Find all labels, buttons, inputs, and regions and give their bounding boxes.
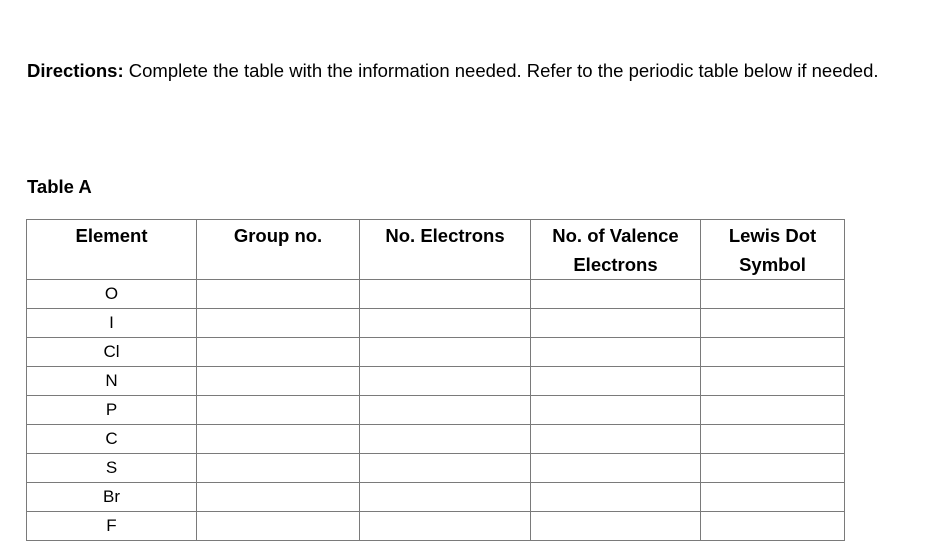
- element-cell: C: [27, 425, 197, 454]
- electrons-cell: [360, 338, 531, 367]
- table-row: [27, 454, 845, 483]
- group-no-cell: [197, 425, 360, 454]
- electrons-cell: [360, 512, 531, 541]
- lewis-dot-cell: [701, 425, 845, 454]
- lewis-dot-cell: [701, 483, 845, 512]
- directions-text: [27, 56, 922, 86]
- table-row: [27, 512, 845, 541]
- table-title: Table A: [27, 176, 92, 197]
- valence-electrons-cell: [531, 367, 701, 396]
- electrons-cell: [360, 280, 531, 309]
- element-cell: N: [27, 367, 197, 396]
- electrons-cell: [360, 425, 531, 454]
- table-row: [27, 483, 845, 512]
- lewis-dot-cell: [701, 454, 845, 483]
- valence-electrons-cell: [531, 454, 701, 483]
- group-no-cell: [197, 454, 360, 483]
- group-no-cell: [197, 512, 360, 541]
- group-no-cell: [197, 367, 360, 396]
- column-header-valence-electrons: No. of Valence Electrons: [531, 220, 701, 280]
- group-no-cell: [197, 280, 360, 309]
- table-row: [27, 280, 845, 309]
- element-cell: S: [27, 454, 197, 483]
- valence-electrons-cell: [531, 309, 701, 338]
- column-header-group-no: Group no.: [197, 220, 360, 280]
- table-row: [27, 425, 845, 454]
- electrons-cell: [360, 309, 531, 338]
- table-row: [27, 367, 845, 396]
- directions-body: Complete the table with the information needed. Refer to the periodic table below if needed.: [123, 60, 879, 81]
- column-header-element: Element: [27, 220, 197, 280]
- electrons-cell: [360, 367, 531, 396]
- element-cell: Br: [27, 483, 197, 512]
- header-row: [27, 220, 845, 280]
- table-body: [27, 280, 845, 541]
- valence-electrons-cell: [531, 338, 701, 367]
- lewis-dot-cell: [701, 367, 845, 396]
- table-row: [27, 396, 845, 425]
- element-cell: Cl: [27, 338, 197, 367]
- valence-electrons-cell: [531, 512, 701, 541]
- element-cell: O: [27, 280, 197, 309]
- column-header-lewis-dot-symbol: Lewis Dot Symbol: [701, 220, 845, 280]
- valence-electrons-cell: [531, 280, 701, 309]
- electrons-cell: [360, 483, 531, 512]
- lewis-dot-cell: [701, 512, 845, 541]
- electrons-cell: [360, 396, 531, 425]
- element-cell: F: [27, 512, 197, 541]
- table-row: [27, 338, 845, 367]
- valence-electrons-cell: [531, 396, 701, 425]
- group-no-cell: [197, 309, 360, 338]
- valence-electrons-cell: [531, 483, 701, 512]
- group-no-cell: [197, 396, 360, 425]
- valence-electrons-cell: [531, 425, 701, 454]
- lewis-dot-cell: [701, 396, 845, 425]
- element-cell: I: [27, 309, 197, 338]
- lewis-dot-cell: [701, 280, 845, 309]
- group-no-cell: [197, 338, 360, 367]
- element-table: [26, 219, 845, 541]
- column-header-no-electrons: No. Electrons: [360, 220, 531, 280]
- table-row: [27, 309, 845, 338]
- lewis-dot-cell: [701, 338, 845, 367]
- electrons-cell: [360, 454, 531, 483]
- lewis-dot-cell: [701, 309, 845, 338]
- group-no-cell: [197, 483, 360, 512]
- element-cell: P: [27, 396, 197, 425]
- directions-label: Directions:: [27, 60, 124, 81]
